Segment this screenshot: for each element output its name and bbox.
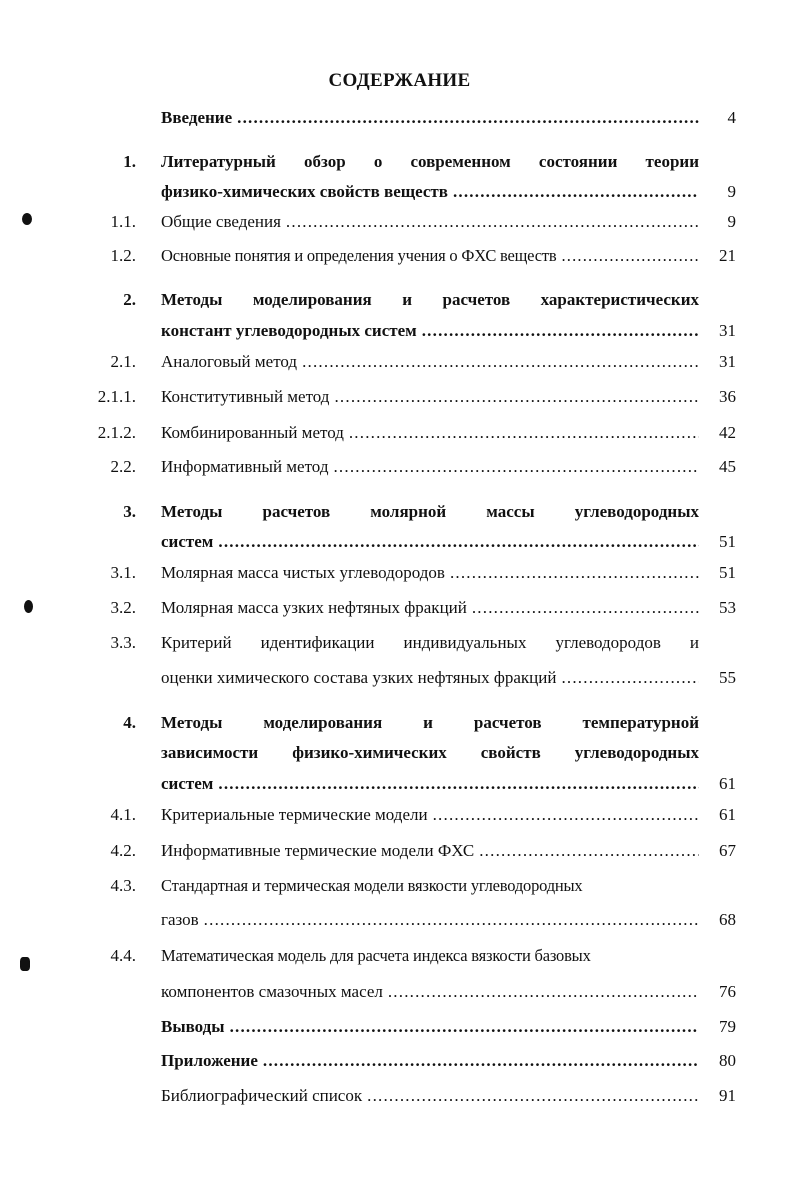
leader-dots: [237, 108, 699, 128]
leader-dots: [388, 982, 699, 1002]
toc-line: [161, 563, 699, 583]
toc-line: [161, 182, 699, 202]
scan-artifact-blot: [22, 213, 32, 225]
toc-line: [161, 841, 699, 861]
toc-page-number: 79: [719, 1017, 736, 1036]
leader-dots: [453, 182, 699, 202]
toc-entry-number: 1.: [123, 152, 136, 171]
leader-dots: [349, 423, 699, 443]
toc-line: [161, 352, 699, 372]
toc-page-number: 67: [719, 841, 736, 860]
toc-entry-title-line: систем: [161, 774, 214, 793]
leader-dots: [422, 321, 699, 341]
toc-entry-title-line: Методы моделирования и расчетов температурной: [161, 713, 699, 732]
toc-entry-number: 4.4.: [110, 946, 136, 965]
toc-page-number: 76: [719, 982, 736, 1001]
toc-entry-title-line: Методы расчетов молярной массы углеводородных: [161, 502, 699, 521]
leader-dots: [433, 805, 699, 825]
toc-page-number: 42: [719, 423, 736, 442]
leader-dots: [230, 1017, 699, 1037]
toc-page-number: 80: [719, 1051, 736, 1070]
leader-dots: [334, 387, 699, 407]
toc-entry-title: Библиографический список: [161, 1086, 363, 1105]
toc-line: [161, 805, 699, 825]
scan-artifact-blot: [20, 957, 30, 971]
toc-entry-number: 3.3.: [110, 633, 136, 652]
toc-entry-title: Информативные термические модели ФХС: [161, 841, 475, 860]
toc-entry-title: Аналоговый метод: [161, 352, 298, 371]
toc-entry-title-line: Методы моделирования и расчетов характеристических: [161, 290, 699, 309]
toc-entry-title: Основные понятия и определения учения о ФХС веществ: [161, 246, 557, 265]
toc-entry-title-line: Стандартная и термическая модели вязкости углеводородных: [161, 876, 583, 895]
toc-entry-title-line: Математическая модель для расчета индекса вязкости базовых: [161, 946, 591, 965]
toc-entry-title: Молярная масса узких нефтяных фракций: [161, 598, 467, 617]
leader-dots: [367, 1086, 699, 1106]
toc-entry-number: 2.1.1.: [97, 387, 136, 406]
toc-page-number: 51: [719, 563, 736, 582]
toc-entry-title-line: газов: [161, 910, 199, 929]
toc-entry-number: 4.: [123, 713, 136, 732]
toc-entry-title: Конститутивный метод: [161, 387, 330, 406]
toc-entry-title-line: Критерий идентификации индивидуальных углеводородов и: [161, 633, 699, 652]
toc-line: [161, 108, 699, 128]
toc-entry-title-line: зависимости физико-химических свойств углеводородных: [161, 743, 699, 762]
leader-dots: [218, 774, 699, 794]
toc-entry-title-line: Литературный обзор о современном состоянии теории: [161, 152, 699, 171]
leader-dots: [561, 246, 699, 266]
toc-entry-number: 2.1.2.: [97, 423, 136, 442]
toc-entry-title: Приложение: [161, 1051, 258, 1070]
toc-line: [161, 532, 699, 552]
toc-entry-title-line: систем: [161, 532, 214, 551]
toc-entry-title: Выводы: [161, 1017, 225, 1036]
toc-page-number: 61: [719, 805, 736, 824]
toc-entry-number: 3.1.: [110, 563, 136, 582]
toc-entry-number: 2.1.: [110, 352, 136, 371]
toc-entry-title: Комбинированный метод: [161, 423, 344, 442]
toc-page-number: 51: [719, 532, 736, 551]
toc-page-number: 4: [727, 108, 736, 127]
toc-entry-title: Общие сведения: [161, 212, 281, 231]
toc-entry-title: Введение: [161, 108, 233, 127]
leader-dots: [333, 457, 699, 477]
toc-entry-number: 1.2.: [110, 246, 136, 265]
toc-line: [161, 982, 699, 1002]
toc-entry-title-line: констант углеводородных систем: [161, 321, 417, 340]
leader-dots: [472, 598, 699, 618]
toc-line: [161, 774, 699, 794]
toc-entry-number: 1.1.: [110, 212, 136, 231]
toc-page-number: 9: [727, 212, 736, 231]
toc-page-number: 36: [719, 387, 736, 406]
leader-dots: [302, 352, 699, 372]
toc-entry-number: 3.: [123, 502, 136, 521]
page-title: СОДЕРЖАНИЕ: [328, 70, 471, 91]
leader-dots: [263, 1051, 699, 1071]
toc-line: [161, 598, 699, 618]
toc-page-number: 9: [727, 182, 736, 201]
toc-line: [161, 387, 699, 407]
toc-line: [161, 246, 699, 266]
toc-page-number: 31: [719, 321, 736, 340]
toc-line: [161, 457, 699, 477]
toc-page-number: 31: [719, 352, 736, 371]
toc-entry-number: 4.2.: [110, 841, 136, 860]
leader-dots: [479, 841, 699, 861]
toc-page-number: 91: [719, 1086, 736, 1105]
toc-page-number: 55: [719, 668, 736, 687]
toc-entry-title: Информативный метод: [161, 457, 329, 476]
toc-line: [161, 423, 699, 443]
toc-entry-number: 4.1.: [110, 805, 136, 824]
toc-page-number: 61: [719, 774, 736, 793]
leader-dots: [286, 212, 699, 232]
toc-line: [161, 910, 699, 930]
scan-artifact-blot: [24, 600, 33, 613]
toc-line: [161, 321, 699, 341]
toc-entry-number: 4.3.: [110, 876, 136, 895]
leader-dots: [204, 910, 699, 930]
toc-page-number: 53: [719, 598, 736, 617]
toc-entry-number: 2.: [123, 290, 136, 309]
toc-entry-title-line: физико-химических свойств веществ: [161, 182, 448, 201]
leader-dots: [450, 563, 699, 583]
toc-entry-number: 3.2.: [110, 598, 136, 617]
leader-dots: [218, 532, 699, 552]
toc-page-number: 21: [719, 246, 736, 265]
toc-entry-title: Молярная масса чистых углеводородов: [161, 563, 445, 582]
toc-line: [161, 212, 699, 232]
toc-line: [161, 1086, 699, 1106]
toc-entry-title-line: компонентов смазочных масел: [161, 982, 383, 1001]
toc-line: [161, 668, 699, 688]
toc-line: [161, 1051, 699, 1071]
toc-entry-number: 2.2.: [110, 457, 136, 476]
toc-entry-title-line: оценки химического состава узких нефтяных фракций: [161, 668, 557, 687]
toc-page-number: 68: [719, 910, 736, 929]
toc-line: [161, 1017, 699, 1037]
leader-dots: [561, 668, 699, 688]
toc-entry-title: Критериальные термические модели: [161, 805, 428, 824]
toc-page-number: 45: [719, 457, 736, 476]
